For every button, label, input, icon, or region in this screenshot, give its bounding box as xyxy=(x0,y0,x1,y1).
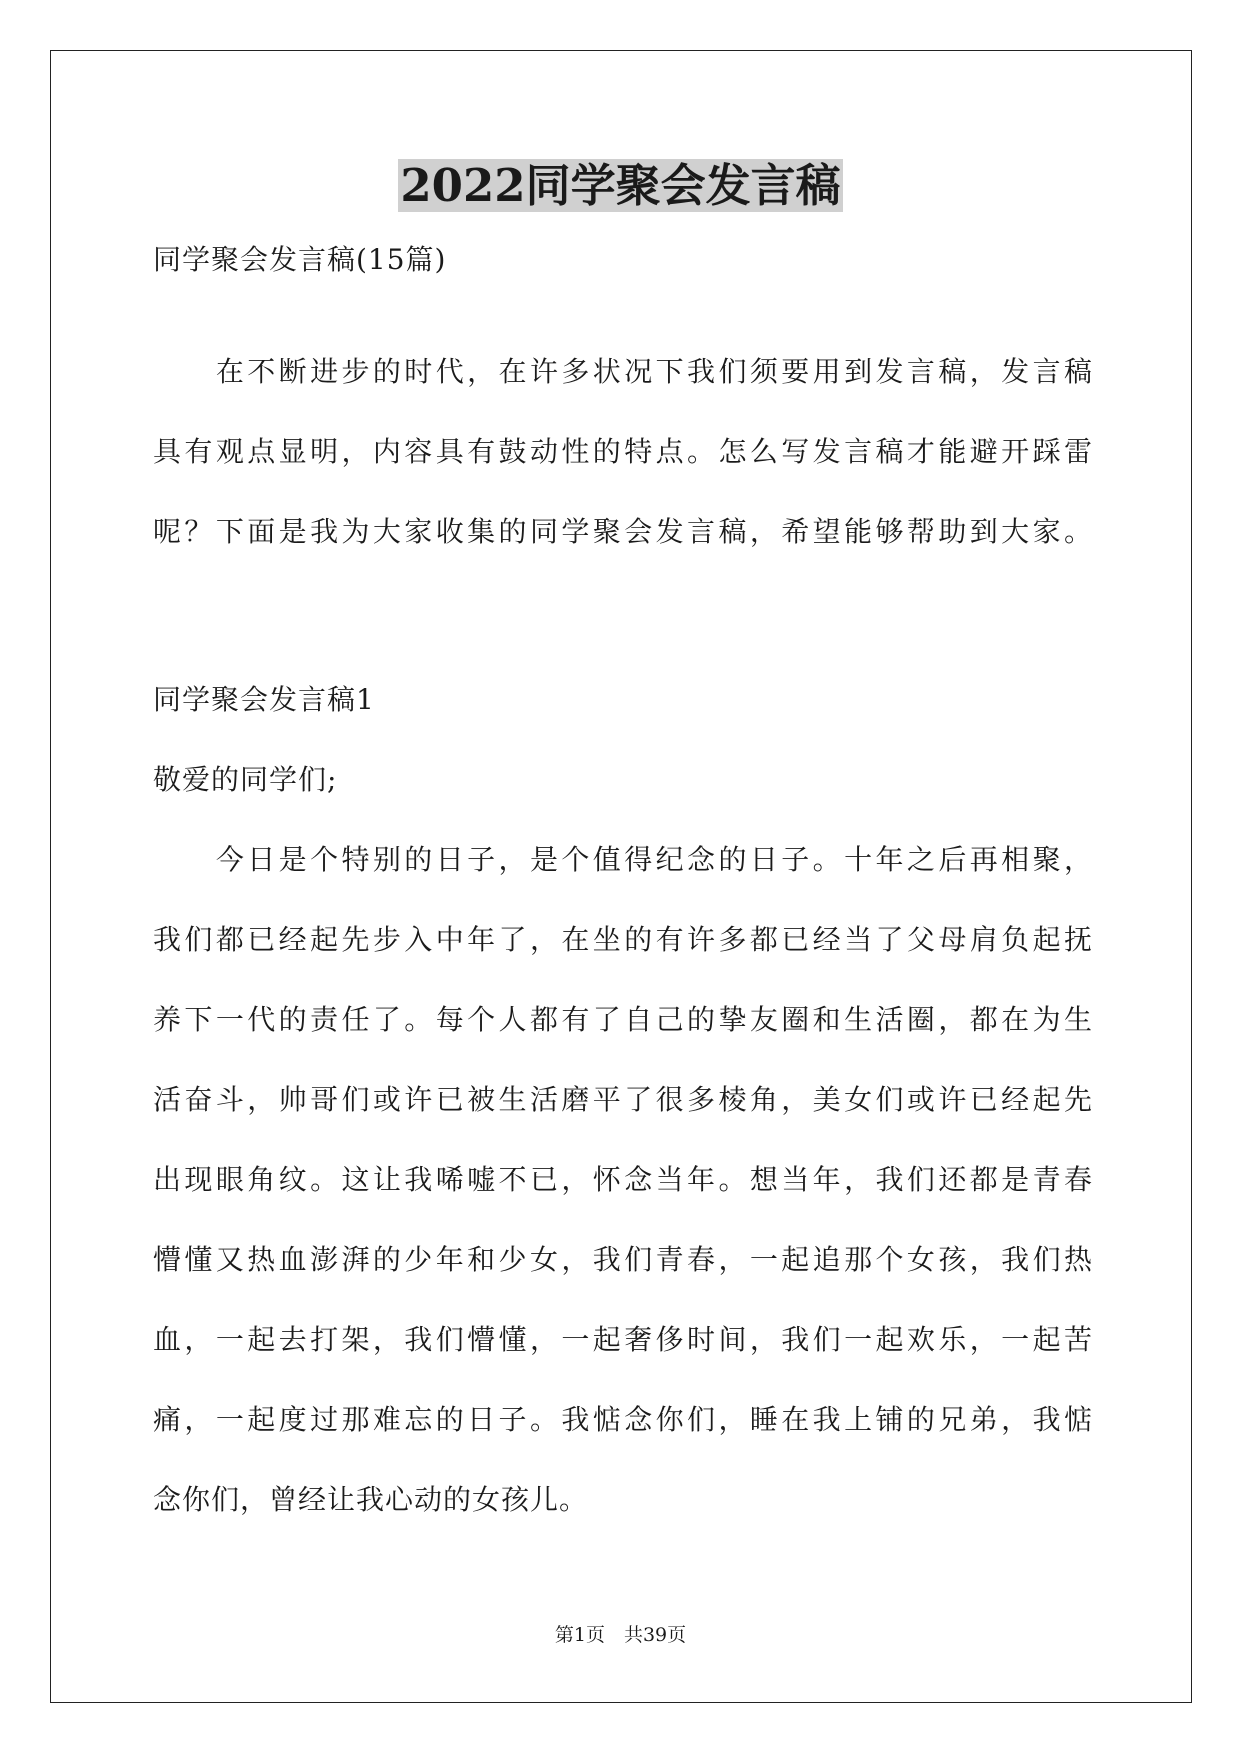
body-line: 念你们，曾经让我心动的女孩儿。 xyxy=(153,1483,589,1516)
body-line: 活奋斗，帅哥们或许已被生活磨平了很多棱角，美女们或许已经起先 xyxy=(153,1083,1093,1116)
document-title: 2022同学聚会发言稿 xyxy=(400,159,841,212)
body-line: 懵懂又热血澎湃的少年和少女，我们青春，一起追那个女孩，我们热 xyxy=(153,1243,1093,1276)
intro-line: 具有观点显明，内容具有鼓动性的特点。怎么写发言稿才能避开踩雷 xyxy=(153,435,1093,468)
greeting: 敬爱的同学们; xyxy=(153,763,338,796)
section-heading: 同学聚会发言稿1 xyxy=(153,683,375,716)
document-subtitle: 同学聚会发言稿(15篇) xyxy=(153,243,447,276)
intro-line: 呢？下面是我为大家收集的同学聚会发言稿，希望能够帮助到大家。 xyxy=(153,515,1093,548)
body-line: 出现眼角纹。这让我唏嘘不已，怀念当年。想当年，我们还都是青春 xyxy=(153,1163,1093,1196)
body-line: 我们都已经起先步入中年了，在坐的有许多都已经当了父母肩负起抚 xyxy=(153,923,1093,956)
page-number: 第1页 共39页 xyxy=(554,1624,687,1646)
body-line: 养下一代的责任了。每个人都有了自己的挚友圈和生活圈，都在为生 xyxy=(153,1003,1093,1036)
body-line: 血，一起去打架，我们懵懂，一起奢侈时间，我们一起欢乐，一起苦 xyxy=(153,1323,1093,1356)
body-line: 痛，一起度过那难忘的日子。我惦念你们，睡在我上铺的兄弟，我惦 xyxy=(153,1403,1093,1436)
body-line: 今日是个特别的日子，是个值得纪念的日子。十年之后再相聚， xyxy=(153,843,1093,876)
intro-line: 在不断进步的时代，在许多状况下我们须要用到发言稿，发言稿 xyxy=(153,355,1093,388)
